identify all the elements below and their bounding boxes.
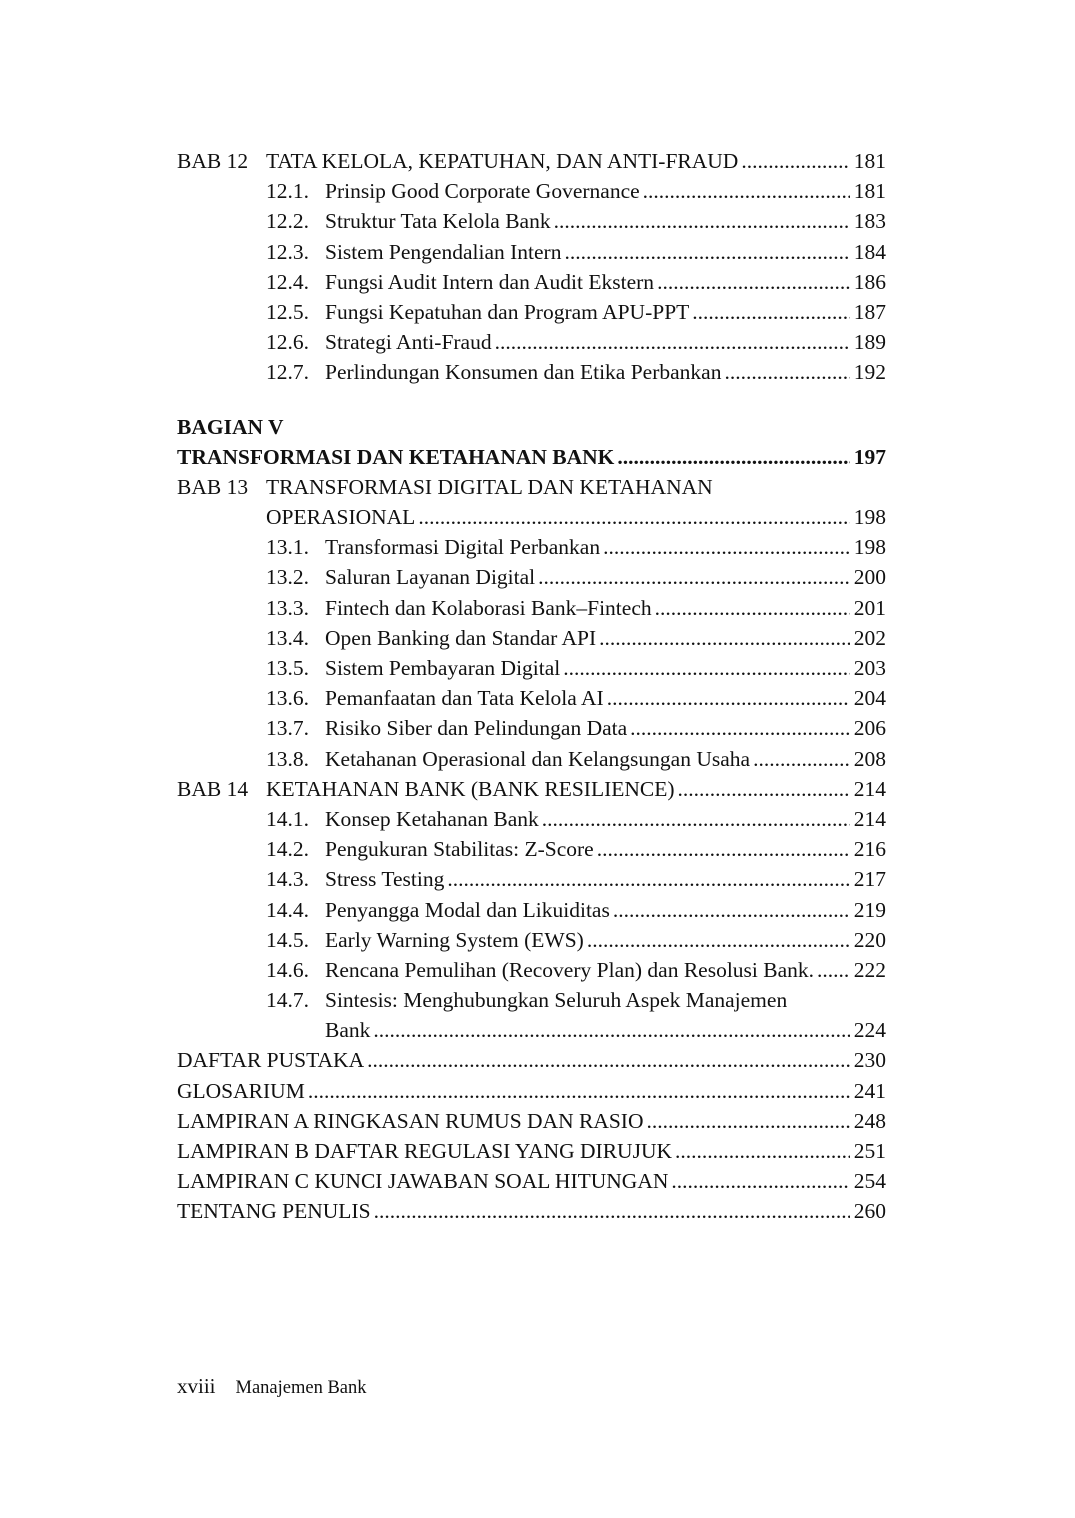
- section-number: 12.2.: [266, 209, 309, 234]
- leader-dots: [597, 834, 850, 864]
- page-ref: 260: [853, 1199, 886, 1224]
- leader-dots: [418, 502, 849, 532]
- page-ref: 214: [853, 776, 886, 801]
- page-ref: 251: [853, 1139, 886, 1163]
- leader-dots: [678, 774, 850, 804]
- leader-dots: [675, 1136, 850, 1166]
- entry-title: Transformasi Digital Perbankan: [325, 532, 603, 562]
- entry-line: [325, 1015, 886, 1045]
- entry-line: [266, 472, 886, 502]
- entry-title: Fungsi Audit Intern dan Audit Ekstern: [325, 267, 657, 297]
- section-number: 13.4.: [266, 625, 309, 650]
- page-ref: 181: [853, 149, 886, 173]
- leader-dots: [671, 1166, 849, 1196]
- leader-dots: [367, 1045, 850, 1075]
- leader-dots: [495, 327, 850, 357]
- page-ref: 186: [853, 269, 886, 294]
- entry-line: [325, 925, 886, 955]
- toc-entry: [177, 593, 886, 623]
- entry-line: [325, 593, 886, 623]
- entry-title: Sintesis: Menghubungkan Seluruh Aspek Manajemen: [325, 985, 790, 1015]
- entry-line: [325, 895, 886, 925]
- entry-line: [177, 442, 886, 472]
- section-number: 12.4.: [266, 269, 309, 294]
- page-ref: 201: [853, 595, 886, 620]
- leader-dots: [753, 744, 850, 774]
- toc-entry: [177, 895, 886, 925]
- entry-line: [325, 864, 886, 894]
- toc-entry: [177, 864, 886, 894]
- chapter-number: BAB 14: [177, 776, 249, 801]
- leader-dots: [563, 653, 849, 683]
- entry-title: Early Warning System (EWS): [325, 925, 587, 955]
- entry-line: [325, 985, 886, 1015]
- entry-line: [177, 1136, 886, 1166]
- section-number: 14.1.: [266, 806, 309, 831]
- entry-title: TRANSFORMASI DIGITAL DAN KETAHANAN: [266, 472, 716, 502]
- entry-line: [325, 653, 886, 683]
- leader-dots: [308, 1076, 850, 1106]
- entry-title: Rencana Pemulihan (Recovery Plan) dan Resolusi Bank.: [325, 955, 817, 985]
- toc-entry: [177, 713, 886, 743]
- entry-title: Risiko Siber dan Pelindungan Data: [325, 713, 630, 743]
- leader-dots: [643, 176, 850, 206]
- leader-dots: [647, 1106, 850, 1136]
- page-ref: 216: [853, 837, 886, 862]
- entry-line: [325, 357, 886, 387]
- page-ref: 198: [853, 505, 886, 530]
- section-number: 13.5.: [266, 656, 309, 680]
- entry-line: [325, 623, 886, 653]
- entry-title: Konsep Ketahanan Bank: [325, 804, 542, 834]
- toc-entry: [177, 297, 886, 327]
- section-number: 12.7.: [266, 360, 309, 385]
- entry-title: Stress Testing: [325, 864, 447, 894]
- section-number: 13.2.: [266, 565, 309, 590]
- page-ref: 189: [853, 330, 886, 355]
- section-number: 14.3.: [266, 867, 309, 892]
- entry-line: [325, 176, 886, 206]
- toc-entry: [177, 412, 886, 442]
- section-number: 12.6.: [266, 330, 309, 355]
- page-ref: 208: [853, 746, 886, 771]
- page-ref: 230: [853, 1048, 886, 1073]
- leader-dots: [564, 237, 849, 267]
- entry-title: LAMPIRAN C KUNCI JAWABAN SOAL HITUNGAN: [177, 1166, 671, 1196]
- leader-dots: [554, 206, 850, 236]
- entry-title: OPERASIONAL: [266, 502, 418, 532]
- leader-dots: [587, 925, 850, 955]
- entry-title: Ketahanan Operasional dan Kelangsungan Usaha: [325, 744, 753, 774]
- toc-entry: [177, 267, 886, 297]
- entry-line: [266, 774, 886, 804]
- page-number: xviii: [177, 1374, 216, 1398]
- leader-dots: [655, 593, 850, 623]
- table-of-contents: [177, 146, 886, 1227]
- leader-dots: [613, 895, 850, 925]
- entry-title: Open Banking dan Standar API: [325, 623, 599, 653]
- toc-entry: [177, 146, 886, 176]
- entry-line: [177, 1196, 886, 1226]
- entry-title: Saluran Layanan Digital: [325, 562, 538, 592]
- toc-entry: [177, 955, 886, 985]
- toc-entry: [177, 357, 886, 387]
- leader-dots: [542, 804, 850, 834]
- page-ref: 204: [853, 686, 886, 711]
- entry-line: [325, 237, 886, 267]
- page-ref: 248: [853, 1108, 886, 1133]
- entry-title: Bank: [325, 1015, 373, 1045]
- section-number: 14.6.: [266, 957, 309, 982]
- entry-title: Sistem Pembayaran Digital: [325, 653, 563, 683]
- toc-entry: [177, 472, 886, 502]
- leader-dots: [617, 442, 849, 472]
- entry-line: [325, 206, 886, 236]
- toc-entry: [177, 804, 886, 834]
- section-number: 13.8.: [266, 746, 309, 771]
- page-ref: 192: [853, 360, 886, 385]
- page-ref: 224: [853, 1018, 886, 1043]
- entry-line: [177, 1045, 886, 1075]
- entry-line: [325, 562, 886, 592]
- page-ref: 200: [853, 565, 886, 590]
- page-footer: [177, 1374, 367, 1399]
- page-ref: 214: [853, 806, 886, 831]
- toc-entry: [177, 1196, 886, 1226]
- entry-title: Strategi Anti-Fraud: [325, 327, 495, 357]
- chapter-number: BAB 12: [177, 149, 249, 173]
- entry-line: [177, 1166, 886, 1196]
- leader-dots: [741, 146, 849, 176]
- entry-line: [325, 267, 886, 297]
- leader-dots: [374, 1196, 850, 1226]
- entry-title: Pemanfaatan dan Tata Kelola AI: [325, 683, 607, 713]
- page-ref: 181: [853, 179, 886, 204]
- page-ref: 184: [853, 239, 886, 264]
- section-number: 13.6.: [266, 686, 309, 711]
- page-ref: 254: [853, 1169, 886, 1194]
- entry-title: Struktur Tata Kelola Bank: [325, 206, 554, 236]
- entry-line: [177, 1106, 886, 1136]
- entry-line: [177, 412, 886, 442]
- leader-dots: [599, 623, 850, 653]
- entry-title: Sistem Pengendalian Intern: [325, 237, 564, 267]
- toc-entry: [177, 502, 886, 532]
- entry-line: [177, 1076, 886, 1106]
- entry-title: KETAHANAN BANK (BANK RESILIENCE): [266, 774, 678, 804]
- entry-line: [325, 532, 886, 562]
- entry-line: [325, 804, 886, 834]
- entry-title: TRANSFORMASI DAN KETAHANAN BANK: [177, 442, 617, 472]
- section-number: 14.2.: [266, 837, 309, 862]
- entry-title: DAFTAR PUSTAKA: [177, 1045, 367, 1075]
- entry-title: Fungsi Kepatuhan dan Program APU-PPT: [325, 297, 692, 327]
- page-ref: 241: [853, 1078, 886, 1103]
- toc-entry: [177, 327, 886, 357]
- chapter-number: BAB 13: [177, 474, 249, 499]
- leader-dots: [724, 357, 849, 387]
- toc-entry: [177, 1045, 886, 1075]
- toc-entry: [177, 1015, 886, 1045]
- section-number: 13.3.: [266, 595, 309, 620]
- section-number: 13.1.: [266, 535, 309, 560]
- entry-line: [325, 297, 886, 327]
- entry-line: [266, 146, 886, 176]
- toc-entry: [177, 562, 886, 592]
- entry-line: [325, 744, 886, 774]
- toc-entry: [177, 744, 886, 774]
- leader-dots: [692, 297, 849, 327]
- page-ref: 197: [853, 444, 886, 469]
- toc-entry: [177, 623, 886, 653]
- entry-line: [266, 502, 886, 532]
- section-number: 14.7.: [266, 988, 309, 1013]
- toc-entry: [177, 683, 886, 713]
- section-number: 14.5.: [266, 927, 309, 952]
- toc-entry: [177, 834, 886, 864]
- page-ref: 203: [853, 656, 886, 680]
- entry-line: [325, 683, 886, 713]
- toc-entry: [177, 442, 886, 472]
- entry-title: LAMPIRAN A RINGKASAN RUMUS DAN RASIO: [177, 1106, 647, 1136]
- toc-entry: [177, 532, 886, 562]
- leader-dots: [817, 955, 850, 985]
- entry-title: TATA KELOLA, KEPATUHAN, DAN ANTI-FRAUD: [266, 146, 741, 176]
- toc-entry: [177, 1076, 886, 1106]
- entry-title: Fintech dan Kolaborasi Bank–Fintech: [325, 593, 655, 623]
- leader-dots: [603, 532, 850, 562]
- section-number: 14.4.: [266, 897, 309, 922]
- page-ref: 222: [853, 957, 886, 982]
- toc-entry: [177, 206, 886, 236]
- page-ref: 198: [853, 535, 886, 560]
- entry-title: Prinsip Good Corporate Governance: [325, 176, 643, 206]
- leader-dots: [373, 1015, 849, 1045]
- page-ref: 206: [853, 716, 886, 741]
- leader-dots: [538, 562, 850, 592]
- running-title: Manajemen Bank: [235, 1378, 367, 1398]
- toc-entry: [177, 653, 886, 683]
- page-ref: 219: [853, 897, 886, 922]
- entry-title: LAMPIRAN B DAFTAR REGULASI YANG DIRUJUK: [177, 1136, 675, 1166]
- leader-dots: [447, 864, 849, 894]
- toc-entry: [177, 985, 886, 1015]
- page-ref: 220: [853, 927, 886, 952]
- toc-entry: [177, 1136, 886, 1166]
- entry-line: [325, 713, 886, 743]
- toc-entry: [177, 237, 886, 267]
- section-number: 12.3.: [266, 239, 309, 264]
- page-ref: 217: [853, 867, 886, 892]
- section-number: 12.1.: [266, 179, 309, 204]
- entry-title: Pengukuran Stabilitas: Z-Score: [325, 834, 597, 864]
- entry-title: Perlindungan Konsumen dan Etika Perbankan: [325, 357, 724, 387]
- leader-dots: [657, 267, 850, 297]
- leader-dots: [630, 713, 850, 743]
- section-number: 12.5.: [266, 299, 309, 324]
- toc-entry: [177, 774, 886, 804]
- toc-entry: [177, 176, 886, 206]
- entry-line: [325, 834, 886, 864]
- leader-dots: [607, 683, 850, 713]
- entry-title: TENTANG PENULIS: [177, 1196, 374, 1226]
- toc-entry: [177, 1166, 886, 1196]
- entry-title: GLOSARIUM: [177, 1076, 308, 1106]
- toc-entry: [177, 1106, 886, 1136]
- entry-title: BAGIAN V: [177, 412, 287, 442]
- section-number: 13.7.: [266, 716, 309, 741]
- page-ref: 187: [853, 299, 886, 324]
- entry-line: [325, 327, 886, 357]
- page-ref: 183: [853, 209, 886, 234]
- toc-entry: [177, 925, 886, 955]
- entry-title: Penyangga Modal dan Likuiditas: [325, 895, 613, 925]
- entry-line: [325, 955, 886, 985]
- page-ref: 202: [853, 625, 886, 650]
